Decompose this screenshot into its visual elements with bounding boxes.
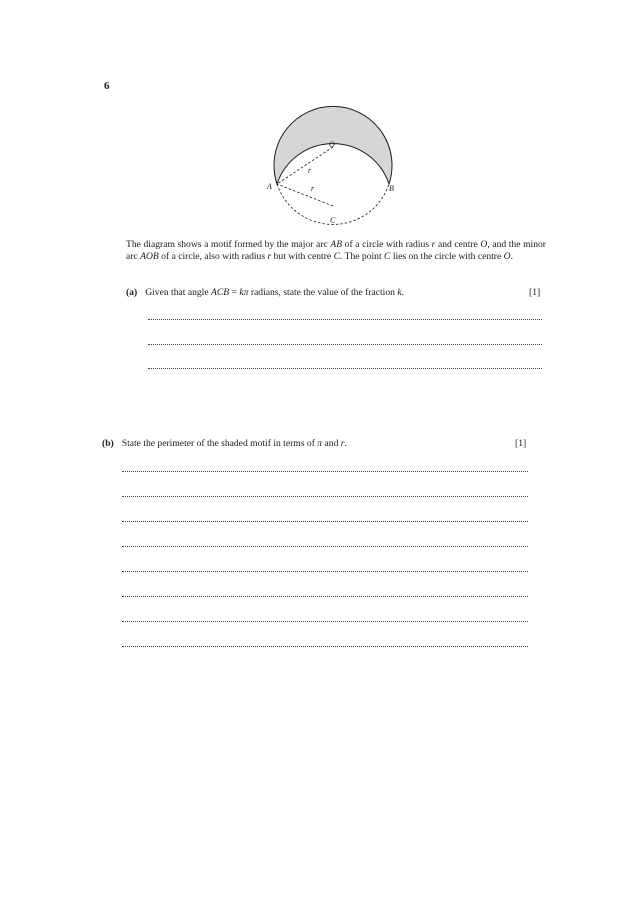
answer-line[interactable] xyxy=(122,646,528,647)
answer-line[interactable] xyxy=(148,319,542,320)
label-c: C xyxy=(330,216,336,225)
radius-ca xyxy=(277,184,333,206)
label-o: O xyxy=(329,140,335,149)
part-a-letter: (a) xyxy=(126,287,138,298)
answer-line[interactable] xyxy=(148,344,542,345)
page-number: 6 xyxy=(104,80,110,92)
question-intro: The diagram shows a motif formed by the major arc AB of a circle with radius r and centre O, and the minor arc AOB of a circle, also with radius r but with centre C. The point C lies on the circle with centre O. xyxy=(126,239,546,263)
answer-line[interactable] xyxy=(148,368,542,369)
label-r-ca: r xyxy=(311,184,315,193)
answer-line[interactable] xyxy=(122,621,528,622)
part-b-text: State the perimeter of the shaded motif in terms of π and r. xyxy=(121,438,347,449)
label-b: B xyxy=(389,184,394,193)
answer-line[interactable] xyxy=(122,471,528,472)
part-a-marks: [1] xyxy=(529,287,541,298)
answer-line[interactable] xyxy=(122,571,528,572)
label-r-oa: r xyxy=(308,166,312,175)
part-a-question xyxy=(126,287,404,298)
answer-line[interactable] xyxy=(122,496,528,497)
answer-line[interactable] xyxy=(122,546,528,547)
motif-diagram xyxy=(262,84,412,229)
part-a-text: Given that angle ACB = kπ radians, state the value of the fraction k. xyxy=(145,287,405,298)
answer-line[interactable] xyxy=(122,521,528,522)
answer-line[interactable] xyxy=(122,596,528,597)
part-b-question xyxy=(102,438,347,449)
part-b-marks: [1] xyxy=(515,438,527,449)
label-a: A xyxy=(267,182,272,191)
part-b-letter: (b) xyxy=(102,438,114,449)
